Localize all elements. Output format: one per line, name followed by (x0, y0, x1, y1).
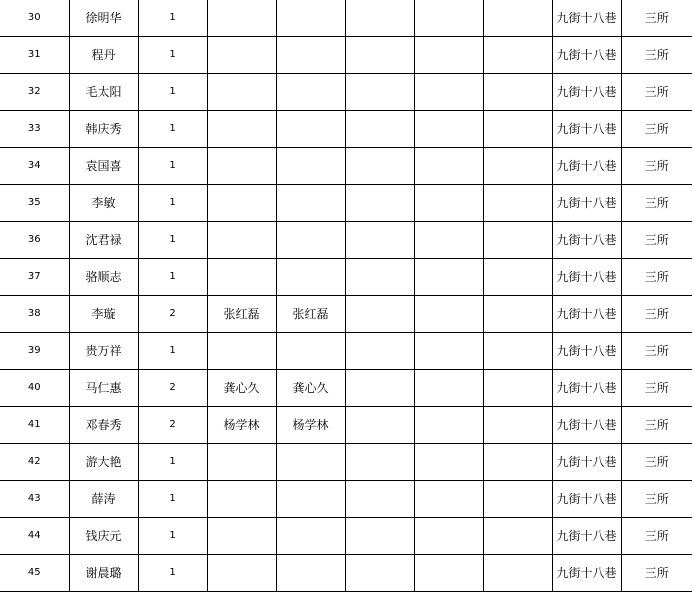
address-cell[interactable]: 九街十八巷 (552, 333, 621, 370)
column-5-cell[interactable] (276, 74, 345, 111)
office-cell[interactable]: 三所 (621, 296, 692, 333)
count-cell[interactable]: 2 (138, 370, 207, 407)
row-number-cell[interactable]: 41 (0, 407, 69, 444)
count-cell[interactable]: 1 (138, 444, 207, 481)
column-5-cell[interactable] (276, 148, 345, 185)
address-cell[interactable]: 九街十八巷 (552, 37, 621, 74)
column-8-cell[interactable] (483, 74, 552, 111)
column-5-cell[interactable] (276, 555, 345, 592)
office-cell[interactable]: 三所 (621, 222, 692, 259)
column-6-cell[interactable] (345, 259, 414, 296)
table-row (0, 185, 692, 222)
address-cell[interactable]: 九街十八巷 (552, 148, 621, 185)
address-cell[interactable]: 九街十八巷 (552, 444, 621, 481)
table-row (0, 518, 692, 555)
address-cell[interactable]: 九街十八巷 (552, 0, 621, 37)
name-cell[interactable]: 骆顺志 (69, 259, 138, 296)
column-6-cell[interactable] (345, 185, 414, 222)
column-8-cell[interactable] (483, 111, 552, 148)
count-cell[interactable]: 1 (138, 555, 207, 592)
column-5-cell[interactable] (276, 111, 345, 148)
column-8-cell[interactable] (483, 185, 552, 222)
row-number-cell[interactable]: 39 (0, 333, 69, 370)
row-number-cell[interactable]: 30 (0, 0, 69, 37)
row-number-cell[interactable]: 31 (0, 37, 69, 74)
name-cell[interactable]: 徐明华 (69, 0, 138, 37)
column-4-cell[interactable] (207, 185, 276, 222)
column-8-cell[interactable] (483, 481, 552, 518)
table-row (0, 555, 692, 592)
name-cell[interactable]: 薛涛 (69, 481, 138, 518)
table-row (0, 296, 692, 333)
column-5-cell[interactable] (276, 37, 345, 74)
count-cell[interactable]: 1 (138, 333, 207, 370)
row-number-cell[interactable]: 34 (0, 148, 69, 185)
column-6-cell[interactable] (345, 370, 414, 407)
office-cell[interactable]: 三所 (621, 185, 692, 222)
column-5-cell[interactable] (276, 222, 345, 259)
column-6-cell[interactable] (345, 518, 414, 555)
address-cell[interactable]: 九街十八巷 (552, 259, 621, 296)
column-5-cell[interactable] (276, 185, 345, 222)
column-6-cell[interactable] (345, 37, 414, 74)
column-8-cell[interactable] (483, 222, 552, 259)
address-cell[interactable]: 九街十八巷 (552, 185, 621, 222)
table-row (0, 111, 692, 148)
name-cell[interactable]: 谢晨璐 (69, 555, 138, 592)
column-5-cell[interactable] (276, 333, 345, 370)
column-4-cell[interactable] (207, 444, 276, 481)
office-cell[interactable]: 三所 (621, 0, 692, 37)
office-cell[interactable]: 三所 (621, 37, 692, 74)
count-cell[interactable]: 1 (138, 518, 207, 555)
name-cell[interactable]: 游大艳 (69, 444, 138, 481)
column-6-cell[interactable] (345, 296, 414, 333)
row-number-cell[interactable]: 38 (0, 296, 69, 333)
column-7-cell[interactable] (414, 259, 483, 296)
office-cell[interactable]: 三所 (621, 481, 692, 518)
column-5-cell[interactable] (276, 481, 345, 518)
address-cell[interactable]: 九街十八巷 (552, 111, 621, 148)
address-cell[interactable]: 九街十八巷 (552, 370, 621, 407)
column-6-cell[interactable] (345, 481, 414, 518)
table-row (0, 74, 692, 111)
column-4-cell[interactable]: 龚心久 (207, 370, 276, 407)
column-6-cell[interactable] (345, 74, 414, 111)
column-7-cell[interactable] (414, 481, 483, 518)
column-8-cell[interactable] (483, 407, 552, 444)
column-6-cell[interactable] (345, 0, 414, 37)
column-7-cell[interactable] (414, 555, 483, 592)
column-4-cell[interactable]: 杨学林 (207, 407, 276, 444)
column-7-cell[interactable] (414, 407, 483, 444)
column-4-cell[interactable] (207, 37, 276, 74)
name-cell[interactable]: 毛太阳 (69, 74, 138, 111)
row-number-cell[interactable]: 42 (0, 444, 69, 481)
column-5-cell[interactable] (276, 0, 345, 37)
row-number-cell[interactable]: 37 (0, 259, 69, 296)
column-4-cell[interactable] (207, 74, 276, 111)
count-cell[interactable]: 1 (138, 148, 207, 185)
column-7-cell[interactable] (414, 333, 483, 370)
column-8-cell[interactable] (483, 555, 552, 592)
row-number-cell[interactable]: 45 (0, 555, 69, 592)
address-cell[interactable]: 九街十八巷 (552, 74, 621, 111)
column-4-cell[interactable] (207, 222, 276, 259)
row-number-cell[interactable]: 40 (0, 370, 69, 407)
count-cell[interactable]: 1 (138, 185, 207, 222)
count-cell[interactable]: 1 (138, 74, 207, 111)
column-6-cell[interactable] (345, 222, 414, 259)
table-row (0, 0, 692, 37)
column-8-cell[interactable] (483, 37, 552, 74)
column-5-cell[interactable]: 杨学林 (276, 407, 345, 444)
table-row (0, 444, 692, 481)
office-cell[interactable]: 三所 (621, 444, 692, 481)
column-4-cell[interactable] (207, 555, 276, 592)
name-cell[interactable]: 程丹 (69, 37, 138, 74)
name-cell[interactable]: 钱庆元 (69, 518, 138, 555)
column-8-cell[interactable] (483, 518, 552, 555)
count-cell[interactable]: 1 (138, 222, 207, 259)
office-cell[interactable]: 三所 (621, 111, 692, 148)
row-number-cell[interactable]: 33 (0, 111, 69, 148)
column-8-cell[interactable] (483, 444, 552, 481)
column-5-cell[interactable] (276, 444, 345, 481)
table-row (0, 37, 692, 74)
address-cell[interactable]: 九街十八巷 (552, 222, 621, 259)
column-4-cell[interactable] (207, 481, 276, 518)
table-row (0, 481, 692, 518)
column-8-cell[interactable] (483, 148, 552, 185)
column-7-cell[interactable] (414, 111, 483, 148)
column-8-cell[interactable] (483, 0, 552, 37)
table-row (0, 333, 692, 370)
column-4-cell[interactable] (207, 333, 276, 370)
column-4-cell[interactable] (207, 111, 276, 148)
name-cell[interactable]: 邓春秀 (69, 407, 138, 444)
address-cell[interactable]: 九街十八巷 (552, 481, 621, 518)
table-row (0, 407, 692, 444)
column-5-cell[interactable]: 张红磊 (276, 296, 345, 333)
column-5-cell[interactable] (276, 518, 345, 555)
column-4-cell[interactable]: 张红磊 (207, 296, 276, 333)
count-cell[interactable]: 2 (138, 407, 207, 444)
address-cell[interactable]: 九街十八巷 (552, 555, 621, 592)
column-7-cell[interactable] (414, 148, 483, 185)
office-cell[interactable]: 三所 (621, 555, 692, 592)
name-cell[interactable]: 李璇 (69, 296, 138, 333)
row-number-cell[interactable]: 36 (0, 222, 69, 259)
office-cell[interactable]: 三所 (621, 407, 692, 444)
column-7-cell[interactable] (414, 518, 483, 555)
column-7-cell[interactable] (414, 222, 483, 259)
name-cell[interactable]: 贵万祥 (69, 333, 138, 370)
office-cell[interactable]: 三所 (621, 148, 692, 185)
column-4-cell[interactable] (207, 0, 276, 37)
column-7-cell[interactable] (414, 185, 483, 222)
office-cell[interactable]: 三所 (621, 74, 692, 111)
column-7-cell[interactable] (414, 37, 483, 74)
column-7-cell[interactable] (414, 0, 483, 37)
count-cell[interactable]: 1 (138, 0, 207, 37)
column-4-cell[interactable] (207, 259, 276, 296)
column-6-cell[interactable] (345, 333, 414, 370)
office-cell[interactable]: 三所 (621, 333, 692, 370)
count-cell[interactable]: 1 (138, 481, 207, 518)
column-8-cell[interactable] (483, 333, 552, 370)
table-row (0, 222, 692, 259)
column-6-cell[interactable] (345, 111, 414, 148)
office-cell[interactable]: 三所 (621, 370, 692, 407)
table-row (0, 370, 692, 407)
column-6-cell[interactable] (345, 444, 414, 481)
column-7-cell[interactable] (414, 296, 483, 333)
address-cell[interactable]: 九街十八巷 (552, 296, 621, 333)
office-cell[interactable]: 三所 (621, 259, 692, 296)
row-number-cell[interactable]: 43 (0, 481, 69, 518)
column-4-cell[interactable] (207, 148, 276, 185)
table-row (0, 259, 692, 296)
address-cell[interactable]: 九街十八巷 (552, 407, 621, 444)
table-row (0, 148, 692, 185)
column-8-cell[interactable] (483, 296, 552, 333)
count-cell[interactable]: 1 (138, 259, 207, 296)
address-cell[interactable]: 九街十八巷 (552, 518, 621, 555)
name-cell[interactable]: 沈君禄 (69, 222, 138, 259)
name-cell[interactable]: 马仁惠 (69, 370, 138, 407)
name-cell[interactable]: 李敏 (69, 185, 138, 222)
count-cell[interactable]: 1 (138, 37, 207, 74)
column-5-cell[interactable] (276, 259, 345, 296)
column-7-cell[interactable] (414, 444, 483, 481)
column-6-cell[interactable] (345, 407, 414, 444)
name-cell[interactable]: 韩庆秀 (69, 111, 138, 148)
column-8-cell[interactable] (483, 370, 552, 407)
column-5-cell[interactable]: 龚心久 (276, 370, 345, 407)
row-number-cell[interactable]: 44 (0, 518, 69, 555)
row-number-cell[interactable]: 35 (0, 185, 69, 222)
column-8-cell[interactable] (483, 259, 552, 296)
office-cell[interactable]: 三所 (621, 518, 692, 555)
column-6-cell[interactable] (345, 148, 414, 185)
column-4-cell[interactable] (207, 518, 276, 555)
column-6-cell[interactable] (345, 555, 414, 592)
count-cell[interactable]: 2 (138, 296, 207, 333)
count-cell[interactable]: 1 (138, 111, 207, 148)
name-cell[interactable]: 袁国喜 (69, 148, 138, 185)
column-7-cell[interactable] (414, 370, 483, 407)
column-7-cell[interactable] (414, 74, 483, 111)
row-number-cell[interactable]: 32 (0, 74, 69, 111)
